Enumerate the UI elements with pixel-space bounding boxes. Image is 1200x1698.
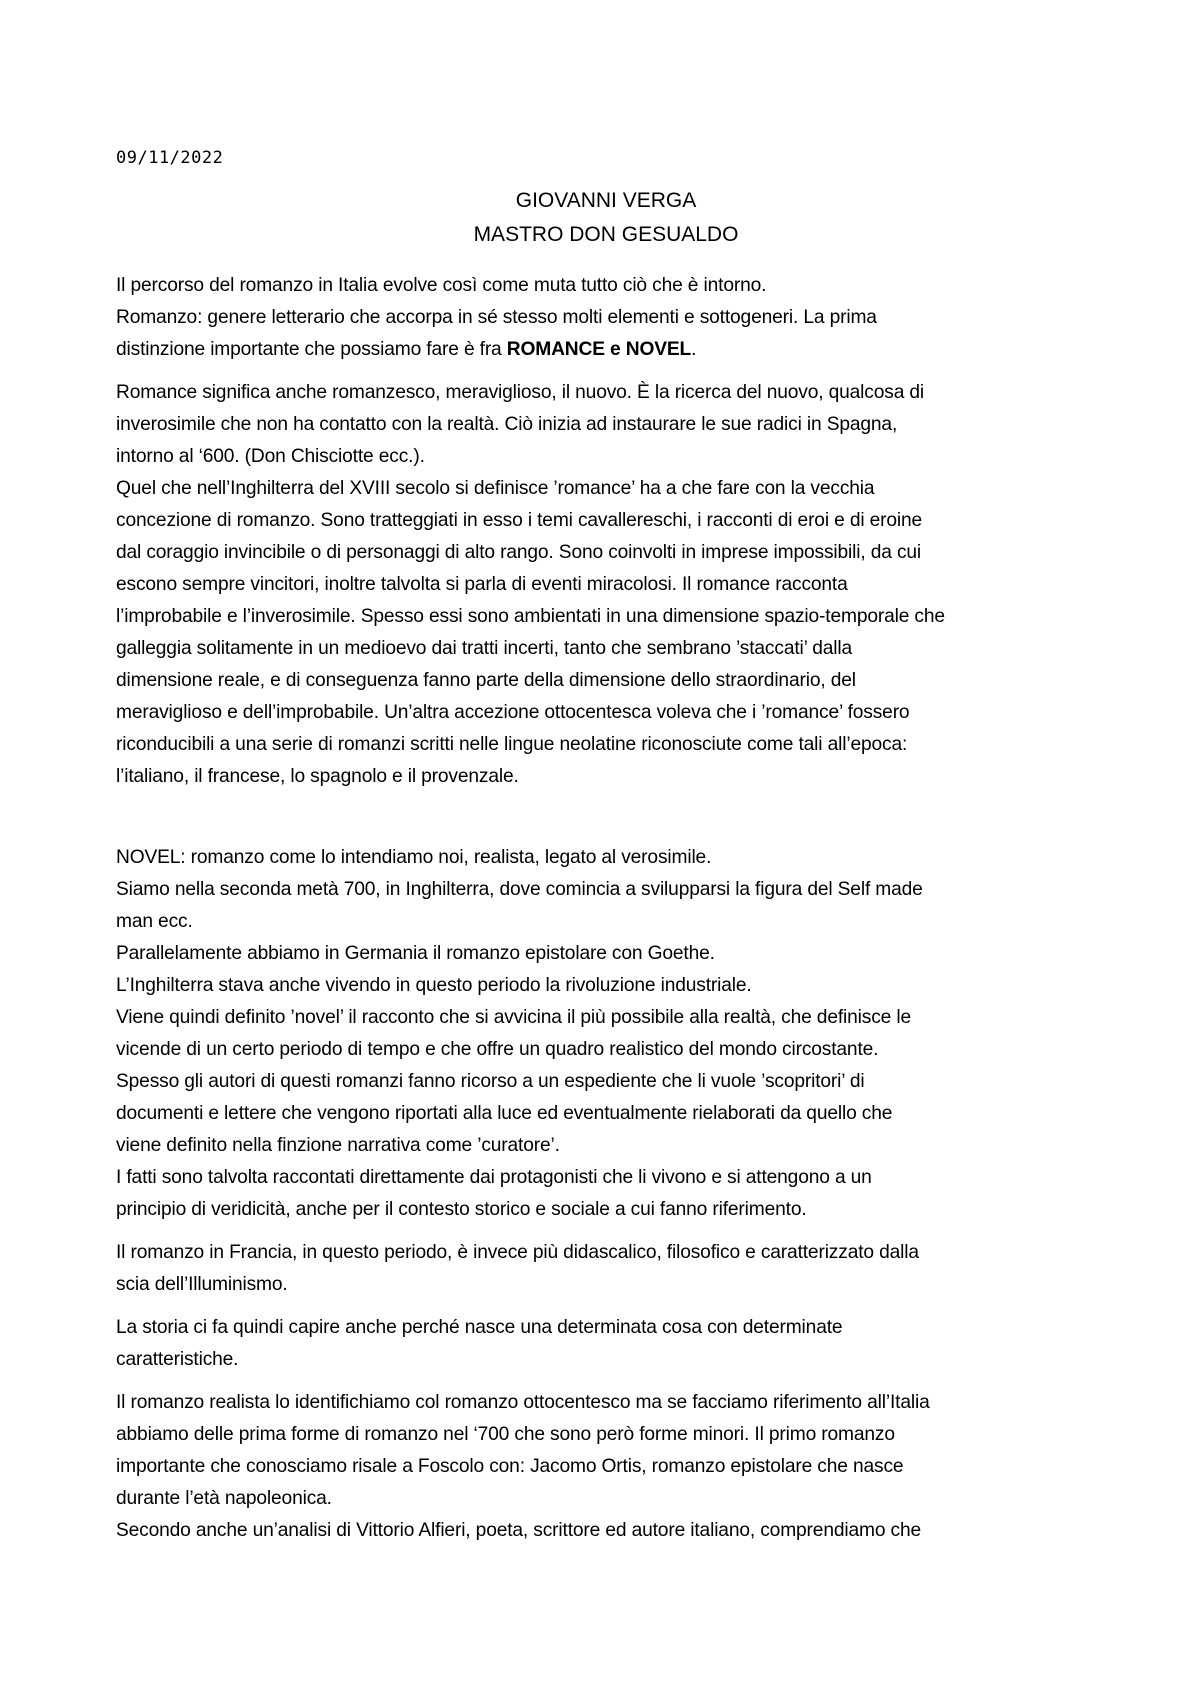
document-title (116, 184, 1096, 252)
document-date: 09/11/2022 (116, 148, 224, 168)
text-line: I fatti sono talvolta raccontati direttamente dai protagonisti che li vivono e si attengono a un (116, 1167, 872, 1188)
text-span: . (691, 339, 697, 360)
text-line: caratteristiche. (116, 1349, 239, 1370)
intro-paragraph (116, 270, 1096, 366)
title-author: GIOVANNI VERGA (515, 189, 697, 212)
text-line: dimensione reale, e di conseguenza fanno parte della dimensione dello straordinario, del (116, 670, 856, 691)
text-line (116, 334, 1096, 366)
bold-conjunction: e (604, 339, 626, 360)
text-line: importante che conosciamo risale a Foscolo con: Jacomo Ortis, romanzo epistolare che nasce (116, 1456, 904, 1477)
text-line: vicende di un certo periodo di tempo e che offre un quadro realistico del mondo circostante. (116, 1039, 879, 1060)
text-line: galleggia solitamente in un medioevo dai tratti incerti, tanto che sembrano ’staccati’ dalla (116, 638, 853, 659)
text-line: NOVEL: romanzo come lo intendiamo noi, realista, legato al verosimile. (116, 847, 712, 868)
text-line: scia dell’Illuminismo. (116, 1274, 288, 1295)
bold-term-romance: ROMANCE (506, 339, 605, 360)
text-line: l’improbabile e l’inverosimile. Spesso essi sono ambientati in una dimensione spazio-temporale che (116, 606, 945, 627)
text-line: viene definito nella finzione narrativa come ’curatore’. (116, 1135, 560, 1156)
text-line: concezione di romanzo. Sono tratteggiati in esso i temi cavallereschi, i racconti di eroi e di eroine (116, 510, 923, 531)
text-line: documenti e lettere che vengono riportati alla luce ed eventualmente rielaborati da quello che (116, 1103, 893, 1124)
text-line: man ecc. (116, 911, 193, 932)
text-line: Siamo nella seconda metà 700, in Inghilterra, dove comincia a svilupparsi la figura del Self made (116, 879, 923, 900)
realist-paragraph (116, 1387, 1096, 1547)
text-line: inverosimile che non ha contatto con la realtà. Ciò inizia ad instaurare le sue radici in Spagna, (116, 414, 898, 435)
text-line: escono sempre vincitori, inoltre talvolta si parla di eventi miracolosi. Il romance racconta (116, 574, 848, 595)
text-line: Spesso gli autori di questi romanzi fanno ricorso a un espediente che li vuole ’scopritori’ di (116, 1071, 865, 1092)
text-line: La storia ci fa quindi capire anche perché nasce una determinata cosa con determinate (116, 1317, 843, 1338)
text-span: distinzione importante che possiamo fare è fra (116, 339, 507, 360)
novel-paragraph (116, 842, 1096, 1226)
text-line: Il percorso del romanzo in Italia evolve così come muta tutto ciò che è intorno. (116, 275, 767, 296)
text-line: meraviglioso e dell’improbabile. Un’altra accezione ottocentesca voleva che i ’romance’ fossero (116, 702, 910, 723)
title-work: MASTRO DON GESUALDO (473, 223, 739, 246)
history-paragraph (116, 1312, 1096, 1376)
text-line: intorno al ‘600. (Don Chisciotte ecc.). (116, 446, 425, 467)
france-paragraph (116, 1237, 1096, 1301)
document-body (116, 146, 1096, 1558)
text-line: Romance significa anche romanzesco, meraviglioso, il nuovo. È la ricerca del nuovo, qualcosa di (116, 382, 925, 403)
text-line: durante l’età napoleonica. (116, 1488, 332, 1509)
text-line: Romanzo: genere letterario che accorpa in sé stesso molti elementi e sottogeneri. La prima (116, 307, 877, 328)
text-line: Secondo anche un’analisi di Vittorio Alfieri, poeta, scrittore ed autore italiano, comprendiamo che (116, 1520, 922, 1541)
romance-paragraph (116, 377, 1096, 793)
text-line: Quel che nell’Inghilterra del XVIII secolo si definisce ’romance’ ha a che fare con la vecchia (116, 478, 875, 499)
text-line: Il romanzo realista lo identifichiamo col romanzo ottocentesco ma se facciamo riferimento all’Italia (116, 1392, 930, 1413)
text-line: Viene quindi definito ’novel’ il racconto che si avvicina il più possibile alla realtà, che definisce le (116, 1007, 912, 1028)
blank-line (116, 804, 1096, 842)
text-line: Parallelamente abbiamo in Germania il romanzo epistolare con Goethe. (116, 943, 715, 964)
text-line: riconducibili a una serie di romanzi scritti nelle lingue neolatine riconosciute come tali all’epoca: (116, 734, 908, 755)
text-line: Il romanzo in Francia, in questo periodo, è invece più didascalico, filosofico e caratterizzato dalla (116, 1242, 919, 1263)
text-line: abbiamo delle prima forme di romanzo nel ‘700 che sono però forme minori. Il primo romanzo (116, 1424, 895, 1445)
text-line: principio di veridicità, anche per il contesto storico e sociale a cui fanno riferimento. (116, 1199, 807, 1220)
bold-term-novel: NOVEL (625, 339, 692, 360)
text-line: l’italiano, il francese, lo spagnolo e il provenzale. (116, 766, 519, 787)
text-line: dal coraggio invincibile o di personaggi di alto rango. Sono coinvolti in imprese impossibili, da cui (116, 542, 922, 563)
text-line: L’Inghilterra stava anche vivendo in questo periodo la rivoluzione industriale. (116, 975, 752, 996)
